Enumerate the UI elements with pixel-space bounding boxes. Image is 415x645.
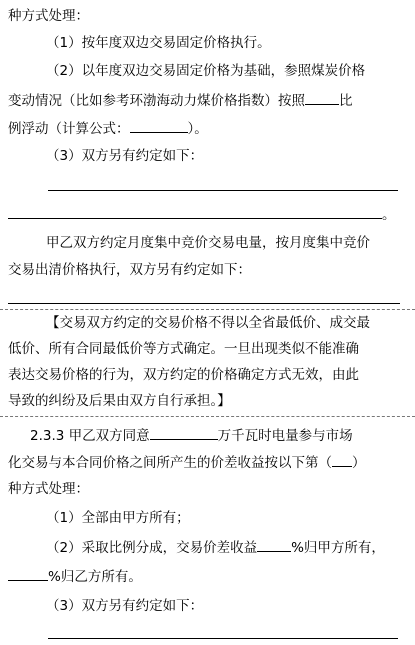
section1-heading: 种方式处理：	[8, 8, 89, 24]
section2-line2: 交易出清价格执行，双方另有约定如下：	[8, 262, 251, 278]
method-choice-blank[interactable]	[332, 452, 352, 467]
option-1: （1）按年度双边交易固定价格执行。	[46, 35, 271, 51]
clause-2-3-3-line2	[8, 452, 366, 473]
option-2-line1: （2）以年度双边交易固定价格为基础，参照煤炭价格	[46, 63, 366, 79]
s3-option-2-line2-text: %归乙方所有。	[48, 569, 142, 585]
formula-label: 例浮动（计算公式：	[8, 121, 130, 137]
s3-option-3: （3）双方另有约定如下：	[46, 598, 204, 614]
party-a-percent-blank[interactable]	[257, 537, 291, 552]
fill-line[interactable]	[48, 638, 398, 639]
party-b-percent-blank[interactable]	[8, 566, 48, 581]
notice-line2: 低价、所有合同最低价等方式确定。一旦出现类似不能准确	[8, 341, 359, 357]
fill-line[interactable]	[8, 218, 382, 219]
end-period: 。	[382, 207, 396, 223]
s3-option-2-tail: %归甲方所有，	[291, 540, 385, 556]
clause-2-3-3-bracket: ）	[352, 455, 366, 471]
formula-blank[interactable]	[130, 118, 188, 133]
fill-line[interactable]	[8, 303, 400, 304]
option-2-text: 变动情况（比如参考环渤海动力煤价格指数）按照	[8, 93, 305, 109]
option-2-line2	[8, 90, 353, 111]
clause-2-3-3-line3: 种方式处理：	[8, 481, 89, 497]
clause-2-3-3-tail: 万千瓦时电量参与市场	[217, 428, 353, 444]
option-2-line3	[8, 118, 208, 139]
fill-line[interactable]	[48, 190, 398, 191]
s3-option-2-text: （2）采取比例分成，交易价差收益	[46, 540, 258, 556]
s3-option-2-line1	[46, 537, 385, 558]
formula-close: ）。	[187, 121, 208, 137]
s3-option-2-line2	[8, 566, 142, 587]
option-3: （3）双方另有约定如下：	[46, 148, 204, 164]
notice-line4: 导致的纠纷及后果由双方自行承担。】	[8, 393, 231, 409]
notice-border-top	[0, 309, 415, 310]
clause-2-3-3-text: 2.3.3 甲乙双方同意	[30, 428, 150, 444]
ratio-blank[interactable]	[305, 90, 339, 105]
notice-border-bottom	[0, 416, 415, 417]
notice-line1: 【交易双方约定的交易价格不得以全省最低价、成交最	[46, 315, 370, 331]
notice-line3: 表达交易价格的行为，双方约定的价格确定方式无效，由此	[8, 367, 359, 383]
quantity-blank[interactable]	[150, 425, 218, 440]
section2-line1: 甲乙双方约定月度集中竞价交易电量，按月度集中竞价	[46, 235, 370, 251]
clause-2-3-3-text2: 化交易与本合同价格之间所产生的价差收益按以下第（	[8, 455, 332, 471]
s3-option-1: （1）全部由甲方所有；	[46, 510, 190, 526]
clause-2-3-3-line1	[30, 425, 353, 446]
option-2-tail: 比	[339, 93, 353, 109]
